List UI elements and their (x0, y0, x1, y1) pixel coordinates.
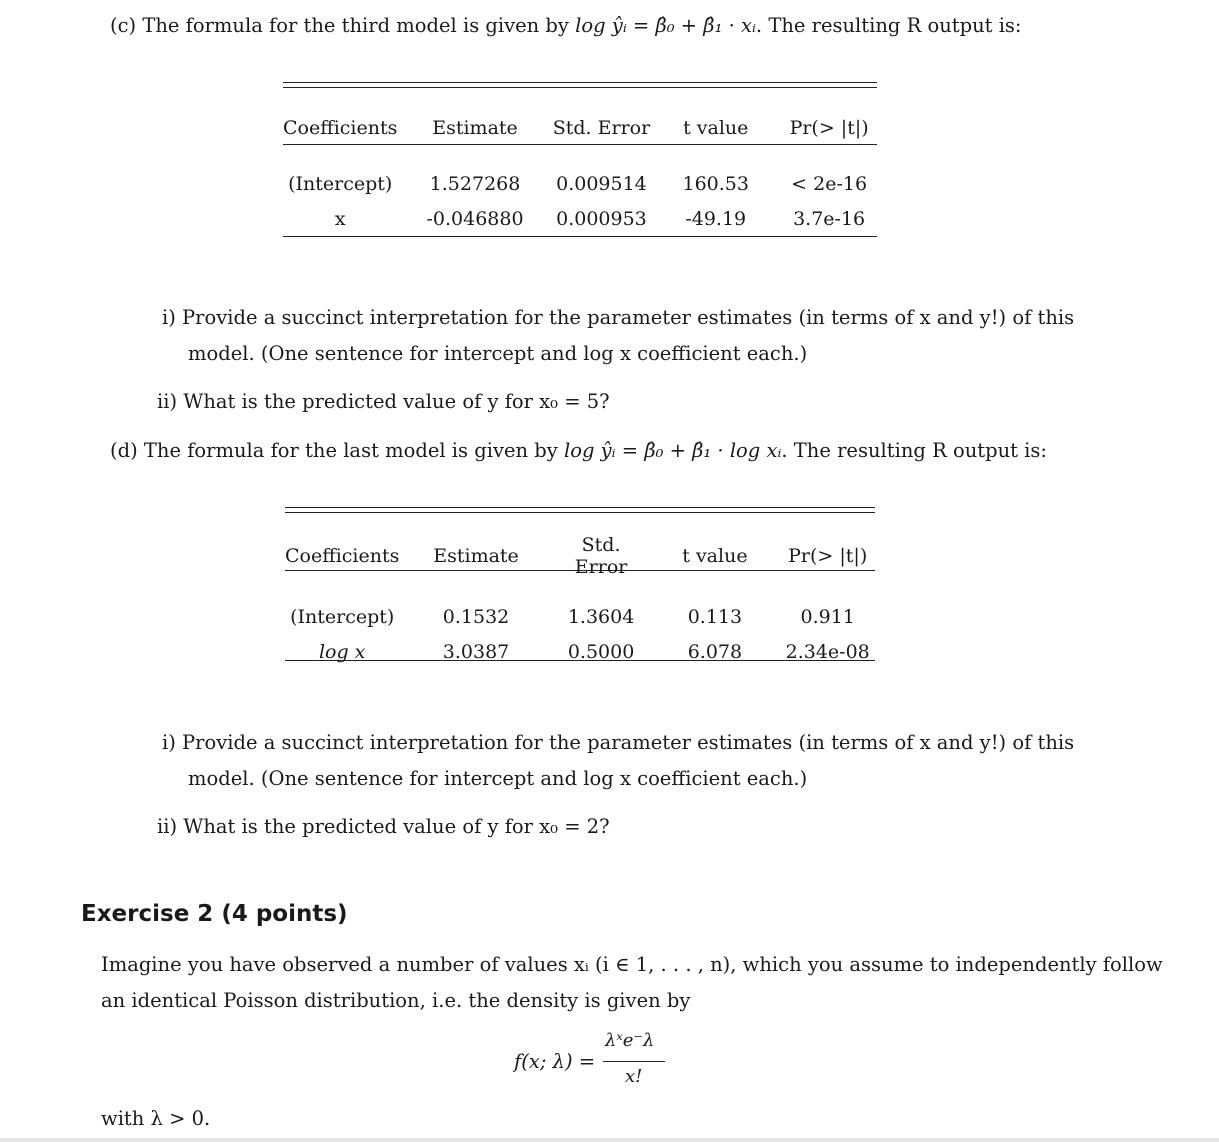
header-coefficients: Coefficients (283, 116, 398, 139)
header-t-value: t value (682, 545, 748, 567)
part-c-regression-table (283, 110, 877, 236)
table-row (285, 599, 875, 634)
cell-estimate: 3.0387 (442, 640, 510, 663)
cell-t-value: 0.113 (687, 605, 743, 628)
header-p-value: Pr(> |t|) (788, 545, 868, 567)
cell-std-error: 1.3604 (567, 605, 635, 628)
cell-std-error: 0.000953 (556, 207, 647, 230)
poisson-density-numerator: λˣe⁻λ (605, 1030, 655, 1051)
cell-estimate: -0.046880 (426, 207, 524, 230)
part-d-formula-rhs: β̂₀ + β̂₁ · log xᵢ (644, 439, 782, 462)
part-c-outro: . The resulting R output is: (755, 14, 1022, 37)
part-c-formula-lhs: log ŷᵢ = (575, 14, 656, 37)
header-std-error: Std. Error (552, 116, 651, 139)
header-std-error: Std. Error (574, 534, 628, 578)
header-estimate: Estimate (432, 116, 518, 139)
cell-estimate: 1.527268 (429, 172, 521, 195)
part-c-question-2: ii) What is the predicted value of y for x₀ = 5? (157, 390, 610, 413)
cell-estimate: 0.1532 (442, 605, 510, 628)
part-c-table-top-rule-2 (283, 87, 877, 88)
cell-p-value: 0.911 (800, 605, 855, 628)
part-c-formula-rhs: β̂₀ + β̂₁ · xᵢ (655, 14, 756, 37)
part-c-question-1-line-2: model. (One sentence for intercept and log x coefficient each.) (188, 342, 808, 365)
part-c-table-bottom-rule (283, 236, 877, 237)
cell-p-value: 3.7e-16 (793, 207, 866, 230)
cell-p-value: 2.34e-08 (785, 640, 870, 663)
cell-coef-name: log x (318, 640, 366, 663)
table-header-row (285, 534, 875, 578)
exercise-2-paragraph-line-1: Imagine you have observed a number of values xᵢ (i ∈ 1, . . . , n), which you assume to independently follow (101, 953, 1163, 976)
part-c-question-1-line-1: i) Provide a succinct interpretation for the parameter estimates (in terms of x and y!) of this (162, 306, 1075, 329)
part-d-table-top-rule-2 (285, 512, 875, 513)
part-d-table-top-rule-1 (285, 507, 875, 508)
part-d-question-1-line-2: model. (One sentence for intercept and log x coefficient each.) (188, 767, 808, 790)
cell-coef-name: (Intercept) (288, 172, 393, 195)
table-header-row (283, 110, 877, 145)
part-c-statement (110, 14, 1022, 37)
cell-coef-name: x (334, 207, 346, 230)
header-estimate: Estimate (433, 545, 519, 567)
poisson-density-lhs: f(x; λ) = (514, 1050, 596, 1073)
part-d-formula-lhs: log ŷᵢ = (563, 439, 645, 462)
part-d-question-2: ii) What is the predicted value of y for x₀ = 2? (157, 815, 610, 838)
header-t-value: t value (683, 116, 749, 139)
exercise-2-heading: Exercise 2 (4 points) (81, 901, 348, 927)
header-p-value: Pr(> |t|) (789, 116, 869, 139)
part-d-statement (110, 439, 1047, 462)
part-d-regression-table (285, 534, 875, 669)
part-d-intro: (d) The formula for the last model is given by (110, 439, 564, 462)
header-coefficients: Coefficients (285, 545, 400, 567)
cell-std-error: 0.5000 (567, 640, 635, 663)
part-d-question-1-line-1: i) Provide a succinct interpretation for the parameter estimates (in terms of x and y!) of this (162, 731, 1075, 754)
table-row (283, 201, 877, 236)
exercise-2-paragraph-line-2: an identical Poisson distribution, i.e. the density is given by (101, 989, 691, 1012)
part-d-outro: . The resulting R output is: (781, 439, 1047, 462)
part-c-table-top-rule-1 (283, 82, 877, 83)
poisson-fraction-bar (603, 1061, 665, 1062)
cell-std-error: 0.009514 (556, 172, 647, 195)
cell-t-value: 160.53 (682, 172, 749, 195)
cell-coef-name: (Intercept) (290, 605, 395, 628)
cell-t-value: -49.19 (685, 207, 747, 230)
poisson-density-denominator: x! (625, 1066, 643, 1087)
cell-p-value: < 2e-16 (791, 172, 868, 195)
part-c-intro: (c) The formula for the third model is given by (110, 14, 576, 37)
lambda-condition: with λ > 0. (101, 1107, 211, 1130)
table-row (283, 166, 877, 201)
table-row (285, 634, 875, 669)
page-bottom-edge (0, 1138, 1219, 1142)
cell-t-value: 6.078 (687, 640, 743, 663)
